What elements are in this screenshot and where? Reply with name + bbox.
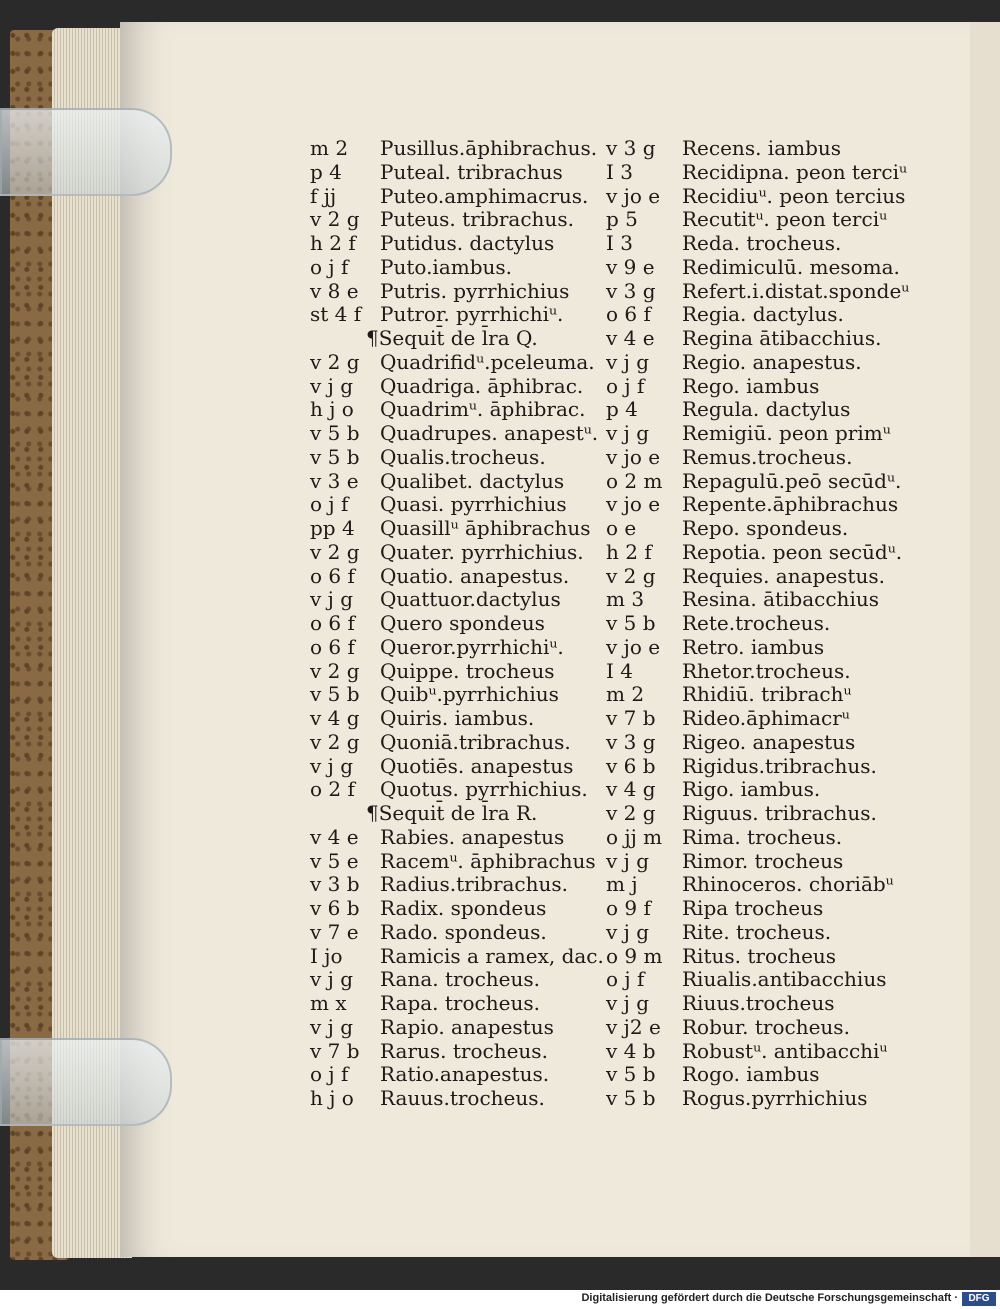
entry-word: Rana. trocheus. (380, 967, 541, 992)
entry-word: Puto.iambus. (380, 254, 513, 279)
entry-code: v 3 e (310, 468, 359, 493)
entry-word: Quasi. pyrrhichius (380, 492, 567, 517)
entry-code: m j (606, 872, 638, 897)
entry-word: Quadrifidᵘ.pceleuma. (380, 349, 595, 374)
entry-word: Rapio. anapestus (380, 1014, 554, 1039)
entry-code: v 7 b (310, 1038, 360, 1063)
entry-word: Rigeo. anapestus (682, 729, 856, 754)
entry-word: Regio. anapestus. (682, 349, 862, 374)
entry-code: v 8 e (310, 278, 359, 303)
entry-code: v 2 g (310, 349, 360, 374)
entry-code: v j g (310, 1014, 354, 1039)
entry-word: Quotus. pyrrhichius. (380, 777, 588, 802)
entry-code: v j2 e (606, 1014, 661, 1039)
entry-code: v 4 e (606, 326, 655, 350)
entry-word: Rhidiū. tribrachᵘ (682, 682, 852, 707)
entry-word: Ritus. trocheus (682, 943, 837, 968)
entry-word: Rimor. trocheus (682, 848, 844, 873)
entry-word: Quadrupes. anapestᵘ. (380, 421, 599, 445)
entry-word: Rideo.āphimacrᵘ (682, 706, 850, 730)
footer-bar (0, 1290, 1000, 1309)
entry-code: v jo e (606, 183, 661, 208)
entry-code: v 7 e (310, 919, 359, 944)
entry-word: Quero spondeus (380, 611, 545, 635)
entry-code: v 2 g (310, 207, 360, 232)
entry-code: v j g (606, 848, 650, 873)
entry-code: v j g (310, 373, 354, 398)
entry-code: m 3 (606, 587, 645, 612)
entry-word: Riualis.antibacchius (682, 967, 887, 992)
entry-word: Rapa. trocheus. (380, 991, 540, 1015)
entry-code: v 2 g (606, 801, 656, 825)
entry-code: I 3 (606, 231, 633, 255)
book-page (120, 22, 1000, 1257)
entry-code: v jo e (606, 444, 661, 469)
entry-code: v 5 b (310, 444, 360, 469)
entry-word: Rado. spondeus. (380, 919, 547, 944)
entry-word: Rima. trocheus. (682, 824, 843, 849)
entry-code: o j f (310, 254, 349, 279)
entry-code: h 2 f (606, 539, 652, 564)
entry-word: Quater. pyrrhichius. (380, 539, 584, 564)
entry-code: v j g (606, 349, 650, 374)
entry-code: v 4 b (606, 1038, 656, 1063)
section-heading: ¶Sequit̄ de l̄ra R. (366, 801, 538, 825)
entry-code: v jo e (606, 492, 661, 517)
entry-code: v 7 b (606, 706, 656, 730)
entry-code: v 5 b (606, 1062, 656, 1087)
entry-word: Putris. pyrrhichius (380, 278, 570, 303)
entry-code: v 3 g (606, 729, 656, 754)
entry-word: Puteal. tribrachus (380, 159, 563, 184)
entry-word: Resina. ātibacchius (682, 587, 879, 612)
entry-word: Retro. iambus (682, 634, 825, 659)
entry-word: Putidus. dactylus (380, 231, 555, 255)
entry-code: I 4 (606, 658, 633, 683)
entry-word: Quasillᵘ āphibrachus (380, 516, 591, 540)
entry-word: Recutitᵘ. peon terciᵘ (682, 207, 888, 232)
entry-code: h j o (310, 397, 354, 422)
entry-code: v 5 b (606, 611, 656, 635)
entry-word: Quibᵘ.pyrrhichius (380, 682, 559, 707)
section-heading: ¶Sequit̄ de l̄ra Q. (366, 326, 538, 350)
entry-code: v j g (606, 421, 650, 445)
entry-code: m 2 (606, 682, 645, 707)
entry-word: Riuus.trocheus (682, 991, 835, 1015)
entry-word: Puteus. tribrachus. (380, 207, 574, 232)
entry-code: o e (606, 516, 637, 540)
entry-word: Quotiēs. anapestus (380, 753, 574, 778)
entry-word: Racemᵘ. āphibrachus (380, 848, 596, 873)
entry-word: Rigidus.tribrachus. (682, 753, 877, 778)
entry-word: Reda. trocheus. (682, 231, 842, 255)
entry-code: o 6 f (310, 563, 355, 588)
entry-word: Rauus.trocheus. (380, 1086, 545, 1110)
entry-word: Rogus.pyrrhichius (682, 1086, 868, 1110)
entry-word: Pusillus.āphibrachus. (380, 136, 598, 160)
entry-code: o 6 f (606, 302, 651, 327)
entry-word: Rhinoceros. choriābᵘ (682, 872, 894, 897)
entry-word: Quadrimᵘ. āphibrac. (380, 397, 586, 422)
entry-word: Rete.trocheus. (682, 611, 831, 635)
page-clip-bottom (0, 1038, 172, 1126)
entry-word: Ripa trocheus (682, 896, 824, 920)
entry-word: Radix. spondeus (380, 896, 547, 920)
entry-code: v 3 g (606, 278, 656, 303)
entry-word: Ratio.anapestus. (380, 1062, 550, 1087)
entry-word: Regula. dactylus (682, 397, 851, 422)
entry-word: Regia. dactylus. (682, 302, 844, 327)
entry-word: Recidipna. peon terciᵘ (682, 159, 907, 184)
entry-code: v j g (606, 991, 650, 1015)
entry-code: o j f (606, 967, 645, 992)
entry-word: Rite. trocheus. (682, 919, 832, 944)
entry-code: h j o (310, 1086, 354, 1110)
entry-code: v 3 g (606, 136, 656, 160)
entry-word: Putror. pyrrhichiᵘ. (380, 302, 564, 327)
entry-code: v 4 g (606, 777, 656, 802)
entry-word: Quippe. trocheus (380, 658, 555, 683)
entry-code: v 4 g (310, 706, 360, 730)
entry-code: I 3 (606, 159, 633, 184)
entry-word: Regina ātibacchius. (682, 326, 882, 350)
entry-code: o j f (310, 1062, 349, 1087)
entry-word: Robur. trocheus. (682, 1014, 850, 1039)
entry-code: f jj (310, 183, 337, 208)
entry-word: Radius.tribrachus. (380, 872, 569, 897)
entry-code: v j g (310, 753, 354, 778)
entry-code: p 5 (606, 207, 638, 232)
entry-word: Queror.pyrrhichiᵘ. (380, 634, 564, 659)
entry-code: v j g (310, 587, 354, 612)
entry-word: Rhetor.trocheus. (682, 658, 851, 683)
entry-code: p 4 (606, 397, 638, 422)
entry-word: Recens. iambus (682, 136, 842, 160)
entry-code: v 5 e (310, 848, 359, 873)
entry-word: Rarus. trocheus. (380, 1038, 548, 1063)
entry-code: h 2 f (310, 231, 356, 255)
entry-word: Repo. spondeus. (682, 516, 849, 540)
entry-code: v j g (606, 919, 650, 944)
entry-code: v 2 g (606, 563, 656, 588)
entry-code: pp 4 (310, 516, 355, 540)
entry-word: Quoniā.tribrachus. (380, 729, 571, 754)
entry-word: Requies. anapestus. (682, 563, 885, 588)
funding-notice: Digitalisierung gefördert durch die Deutsche Forschungsgemeinschaft · (581, 1292, 958, 1304)
entry-word: Redimiculū. mesoma. (682, 254, 900, 279)
entry-word: Repente.āphibrachus (682, 492, 899, 517)
entry-code: m x (310, 991, 347, 1015)
entry-code: o 6 f (310, 611, 355, 635)
entry-code: o 9 f (606, 896, 651, 920)
entry-word: Quiris. iambus. (380, 706, 535, 730)
entry-code: v 2 g (310, 658, 360, 683)
entry-word: Refert.i.distat.spondeᵘ (682, 278, 910, 303)
entry-code: v j g (310, 967, 354, 992)
entry-word: Repotia. peon secūdᵘ. (682, 539, 903, 564)
entry-code: p 4 (310, 159, 342, 184)
entry-code: m 2 (310, 136, 349, 160)
entry-word: Rego. iambus (682, 373, 820, 398)
entry-word: Qualibet. dactylus (380, 468, 565, 493)
entry-code: v 9 e (606, 254, 655, 279)
entry-word: Recidiuᵘ. peon tercius (682, 183, 906, 208)
entry-code: v 3 b (310, 872, 360, 897)
entry-word: Riguus. tribrachus. (682, 801, 877, 825)
entry-word: Remigiū. peon primᵘ (682, 421, 891, 445)
entry-code: v 5 b (606, 1086, 656, 1110)
entry-code: o 6 f (310, 634, 355, 659)
entry-code: v 4 e (310, 824, 359, 849)
entry-code: o j f (606, 373, 645, 398)
entry-word: Rogo. iambus (682, 1062, 820, 1087)
entry-code: v 5 b (310, 421, 360, 445)
entry-word: Repagulū.peō secūdᵘ. (682, 468, 902, 493)
entry-code: v 2 g (310, 539, 360, 564)
entry-code: v 6 b (606, 753, 656, 778)
dfg-logo: DFG (962, 1292, 996, 1306)
entry-word: Robustᵘ. antibacchiᵘ (682, 1038, 888, 1063)
facing-page-edge (970, 22, 1000, 1257)
entry-word: Qualis.trocheus. (380, 444, 546, 469)
entry-word: Quadriga. āphibrac. (380, 373, 584, 398)
entry-code: o jj m (606, 824, 663, 849)
entry-word: Ramicis a ramex, dac. (380, 943, 604, 968)
entry-word: Quatio. anapestus. (380, 563, 570, 588)
entry-word: Puteo.amphimacrus. (380, 183, 589, 208)
entry-word: Rigo. iambus. (682, 777, 821, 802)
entry-code: v 5 b (310, 682, 360, 707)
entry-word: Quattuor.dactylus (380, 587, 561, 612)
entry-code: o 2 f (310, 777, 355, 802)
entry-code: v 2 g (310, 729, 360, 754)
entry-code: v 6 b (310, 896, 360, 920)
entry-code: o j f (310, 492, 349, 517)
entry-word: Remus.trocheus. (682, 444, 853, 469)
entry-code: I jo (310, 943, 343, 968)
entry-code: o 9 m (606, 943, 663, 968)
entry-code: st 4 f (310, 302, 362, 327)
entry-word: Rabies. anapestus (380, 824, 565, 849)
entry-code: v jo e (606, 634, 661, 659)
page-clip-top (0, 108, 172, 196)
entry-code: o 2 m (606, 468, 663, 493)
